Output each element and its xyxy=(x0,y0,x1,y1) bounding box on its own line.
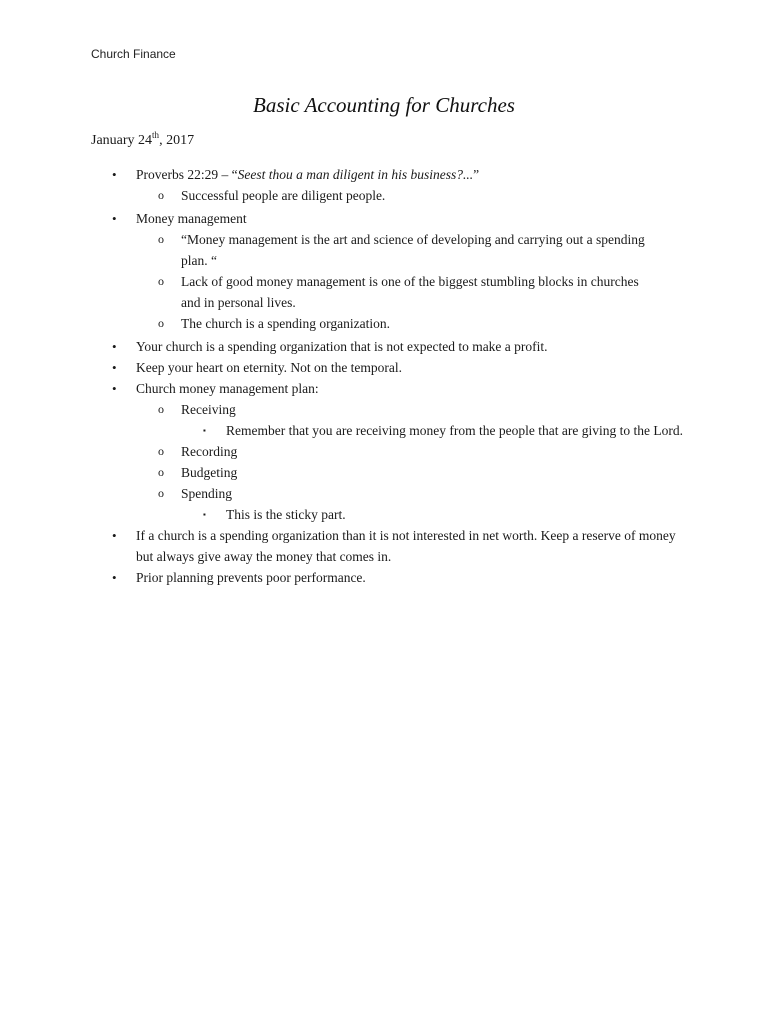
list-item-text: Prior planning prevents poor performance. xyxy=(136,570,366,585)
bullet-marker: • xyxy=(112,339,117,354)
list-item xyxy=(0,462,768,483)
list-item xyxy=(0,420,768,441)
bullet-marker: • xyxy=(112,570,117,585)
circle-marker: o xyxy=(158,188,164,202)
list-item-text xyxy=(136,164,686,185)
bullet-marker: • xyxy=(112,360,117,375)
date-ordinal-suffix: th xyxy=(152,130,160,140)
list-item-text: Lack of good money management is one of the biggest stumbling blocks in churches and in personal lives. xyxy=(181,274,639,310)
list-item xyxy=(0,164,768,185)
list-item xyxy=(0,378,768,399)
document-date xyxy=(91,130,195,149)
date-year: , 2017 xyxy=(159,133,195,148)
list-item xyxy=(0,185,768,206)
list-item-text: Receiving xyxy=(181,402,236,417)
bullet-marker: • xyxy=(112,167,117,182)
list-item-text: Keep your heart on eternity. Not on the temporal. xyxy=(136,360,403,375)
circle-marker: o xyxy=(158,316,164,330)
scripture-reference: Proverbs 22:29 – “ xyxy=(136,167,238,182)
list-item xyxy=(0,483,768,504)
list-item xyxy=(0,336,768,357)
circle-marker: o xyxy=(158,465,164,479)
outline-list xyxy=(0,164,768,588)
square-marker: ▪ xyxy=(203,510,206,519)
date-text: January 24 xyxy=(91,133,153,148)
list-item-text: Budgeting xyxy=(181,465,238,480)
scripture-quote: Seest thou a man diligent in his business?... xyxy=(237,167,474,182)
bullet-marker: • xyxy=(112,528,117,543)
list-item-text: Church money management plan: xyxy=(136,381,319,396)
list-item xyxy=(0,567,768,588)
list-item xyxy=(0,271,768,313)
list-item xyxy=(0,229,768,271)
list-item xyxy=(0,504,768,525)
circle-marker: o xyxy=(158,486,164,500)
running-header: Church Finance xyxy=(91,47,176,61)
list-item xyxy=(0,399,768,420)
list-item-text: Your church is a spending organization that is not expected to make a profit. xyxy=(136,339,548,354)
list-item-text: The church is a spending organization. xyxy=(181,316,390,331)
list-item-text: Spending xyxy=(181,486,233,501)
list-item-text: This is the sticky part. xyxy=(226,507,346,522)
closing-quote-mark: ” xyxy=(473,167,480,182)
list-item xyxy=(0,208,768,229)
list-item-text: “Money management is the art and science of developing and carrying out a spending plan. “ xyxy=(181,232,645,268)
list-item-text: If a church is a spending organization than it is not interested in net worth. Keep a reserve of money but always give away the money that comes in. xyxy=(136,528,676,564)
document-title: Basic Accounting for Churches xyxy=(253,93,515,117)
list-item xyxy=(0,441,768,462)
list-item-text: Successful people are diligent people. xyxy=(181,188,386,203)
list-item-text: Recording xyxy=(181,444,238,459)
list-item xyxy=(0,357,768,378)
square-marker: ▪ xyxy=(203,426,206,435)
circle-marker: o xyxy=(158,274,164,288)
list-item-text: Money management xyxy=(136,211,247,226)
list-item xyxy=(0,525,768,567)
circle-marker: o xyxy=(158,232,164,246)
circle-marker: o xyxy=(158,402,164,416)
list-item-text: Remember that you are receiving money from the people that are giving to the Lord. xyxy=(226,423,683,438)
bullet-marker: • xyxy=(112,211,117,226)
circle-marker: o xyxy=(158,444,164,458)
bullet-marker: • xyxy=(112,381,117,396)
list-item xyxy=(0,313,768,334)
